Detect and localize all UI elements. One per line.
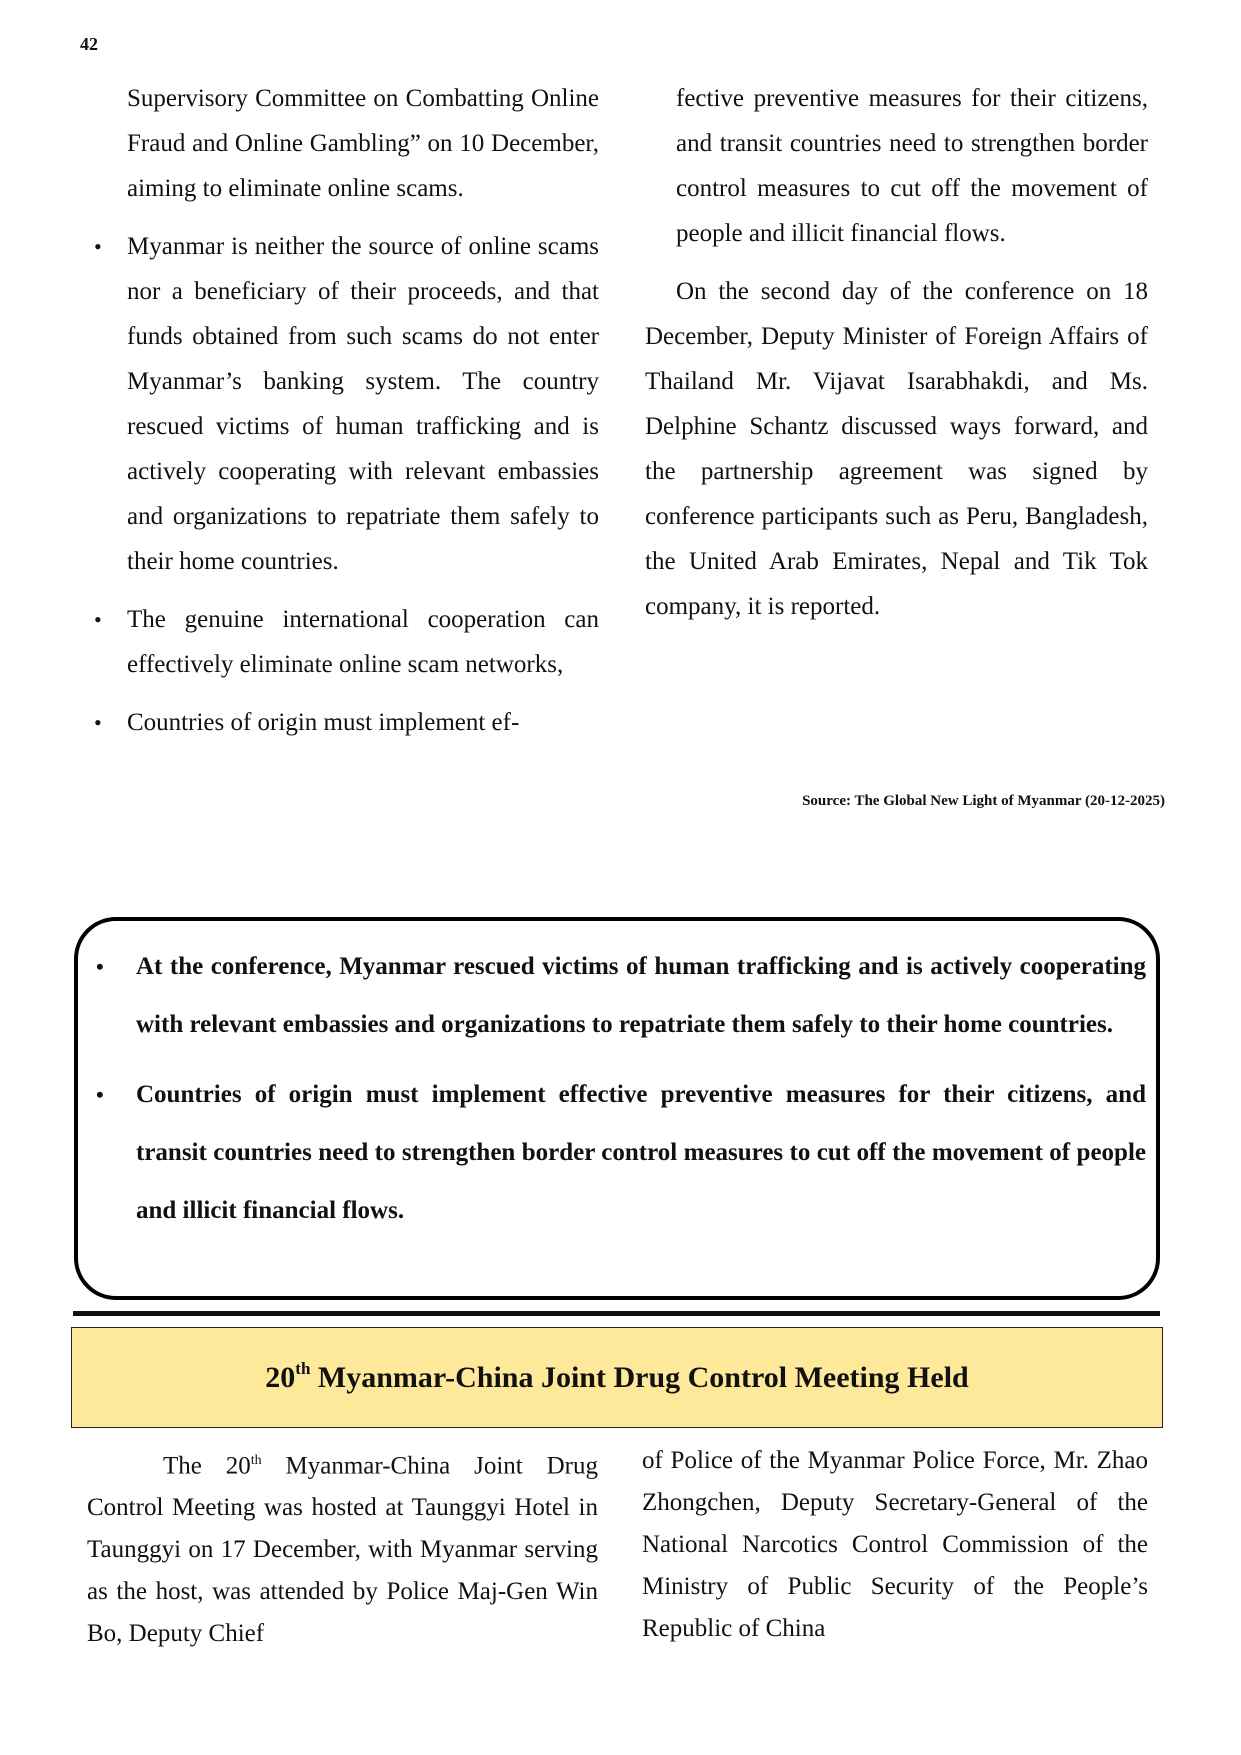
lead-prefix: The 20 [163,1452,251,1480]
bullet-continuation: fective preventive measures for their citizens, and transit countries need to strengthen border control measures to cut off the movement of people and illicit financial flows. [676,85,1148,247]
body-paragraph: of Police of the Myanmar Police Force, Mr. Zhao Zhongchen, Deputy Secretary-General of the National Narcotics Control Commission of the Ministry of Public Security of the People’s Republic of China [642,1447,1148,1642]
list-item [94,224,599,584]
article1-left-column [94,76,599,745]
callout-list [96,938,1146,1252]
source-credit: Source: The Global New Light of Myanmar (20-12-2025) [802,793,1165,809]
list-item [94,700,599,745]
callout-item-text: At the conference, Myanmar rescued victims of human trafficking and is actively cooperating with relevant embassies and organizations to repatriate them safely to their home countries. [136,953,1146,1038]
list-item-text: Myanmar is neither the source of online scams nor a beneficiary of their proceeds, and that funds obtained from such scams do not enter Myanmar’s banking system. The country rescued victims of human trafficking and is actively cooperating with relevant embassies and organizations to repatriate them safely to their home countries. [127,233,599,575]
lead-text: Myanmar-China Joint Drug Control Meeting was hosted at Taunggyi Hotel in Taunggyi on 17 December, with Myanmar serving as the host, was attended by Police Maj-Gen Win Bo, Deputy Chief [87,1452,598,1648]
bullet-icon: • [94,234,102,259]
article1-right-column [645,76,1148,629]
article-headline-banner [71,1327,1163,1428]
article2-left-column [87,1440,598,1655]
callout-item [96,1066,1146,1240]
list-item-text: Countries of origin must implement ef- [127,709,520,736]
headline-text: Myanmar-China Joint Drug Control Meeting Held [310,1360,969,1394]
list-item [94,597,599,687]
list-item-text: The genuine international cooperation can effectively eliminate online scam networks, [127,606,599,678]
headline-number: 20 [265,1360,296,1394]
callout-item-text: Countries of origin must implement effective preventive measures for their citizens, and transit countries need to strengthen border control measures to cut off the movement of people and illicit financial flows. [136,1081,1146,1224]
headline-ordinal: th [295,1358,311,1378]
callout-item [96,938,1146,1054]
bullet-icon: • [94,607,102,632]
bullet-icon: • [94,710,102,735]
continuation-paragraph: Supervisory Committee on Combatting Online Fraud and Online Gambling” on 10 December, aiming to eliminate online scams. [127,85,599,202]
bullet-icon: • [96,1082,104,1107]
page-number: 42 [80,34,98,54]
headline-title [265,1358,969,1395]
article2-right-column [642,1440,1148,1650]
lead-ordinal: th [250,1453,262,1468]
lead-paragraph [87,1440,598,1655]
bullet-icon: • [96,954,104,979]
section-divider [73,1311,1160,1316]
body-paragraph: On the second day of the conference on 18 December, Deputy Minister of Foreign Affairs of Thailand Mr. Vijavat Isarabhakdi, and Ms. Delphine Schantz discussed ways forward, and the partnership agreement was signed by conference participants such as Peru, Bangladesh, the United Arab Emirates, Nepal and Tik Tok company, it is reported. [645,278,1148,620]
